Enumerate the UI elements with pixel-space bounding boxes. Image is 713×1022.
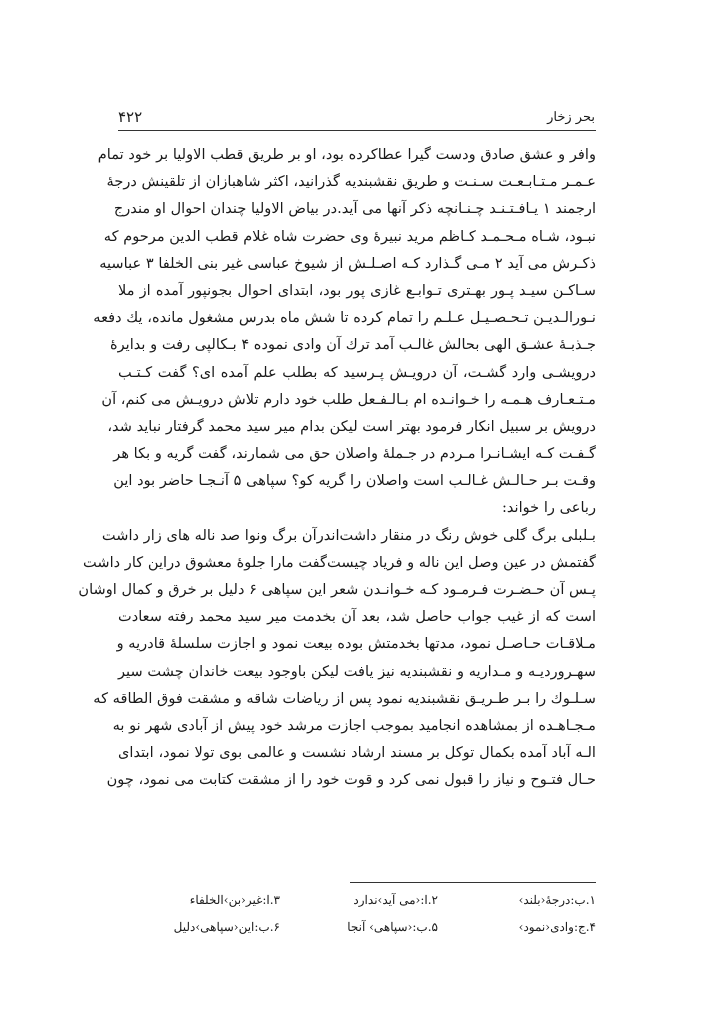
verse-hemistich: اندرآن برگ ونوا صد ناله های زار داشت (101, 526, 340, 544)
text-line: رباعی را خواند: (501, 499, 596, 517)
footnote: ۱.ب:درجهٔ‹بلند› (518, 893, 596, 907)
footnote-row (130, 893, 596, 907)
footnote: ۲.ا:‹می آید›ندارد (353, 893, 438, 907)
text-line: است که از غیب جواب حاصل شد، بعد آن بخدمت میر سید محمد رفته سعادت (118, 608, 596, 626)
text-line: گـفـت کـه ایشـانـرا مـردم در جـملهٔ واصلان حق می شمارند، گفت گریه و بکا هر (113, 445, 596, 463)
verse-line (101, 522, 596, 549)
main-text (78, 141, 596, 794)
footnote-row (130, 920, 596, 934)
text-line: حـال فتـوح و نیاز را قبول نمی کرد و قوت خود را از مشقت کتابت می نمود، چون (106, 771, 596, 789)
verse-hemistich: گفت مارا جلوهٔ معشوق دراین کار داشت (83, 553, 327, 571)
text-line: مـتـعـارف هـمـه را خـوانـده ام بـالـفـعل طلب خود دارم تلاش درویـش می کنم، آن (101, 390, 596, 408)
footnote: ۴.ج:وادی‹نمود› (518, 920, 596, 934)
text-line: مـلاقـات حـاصـل نمود، مدتها بخدمتش بوده بیعت نمود و اجازت سلسلهٔ قادریه و (116, 635, 596, 653)
text-line: سهـروردیـه و مـداریه و نقشبندیه نیز یافت لیکن باوجود بیعت خاندان چشت سیر (118, 662, 596, 680)
text-line: نبـود، شـاه مـحـمـد کـاظم مرید نبیرهٔ وی حضرت شاه غلام قطب الدین مرحوم که (103, 227, 596, 245)
page-number: ۴۲۲ (118, 108, 143, 126)
text-line: درویشـی وارد گشـت، آن درویـش پـرسید که بطلب علم آمده ای؟ گفت کـتـب (118, 363, 596, 381)
text-line: وقـت بـر حـالـش غـالـب است واصلان را گریه کو؟ سپاهی ۵ آنـجـا حاضر بود این (113, 472, 596, 490)
text-line: ارجمند ۱ یـافـتـنـد چـنـانچه ذکر آنها می آید.در بیاض الاولیا چندان احوال او مندرج (113, 200, 596, 218)
verse-hemistich: گفتمش در عین وصل این ناله و فریاد چیست (326, 553, 596, 571)
footnote-rule (350, 882, 596, 883)
text-line: سـاکـن سیـد پـور بهـتری تـوابـع غازی پور بود، ابتدای احوال بجونپور آمده از ملا (118, 281, 596, 299)
text-line: ذکـرش می آید ۲ مـی گـذارد کـه اصـلـش از شیوخ عباسی غیر بنی الخلفا ۳ عباسیه (99, 254, 596, 272)
header-rule (118, 130, 596, 131)
text-line: پـس آن حـضـرت فـرمـود کـه خـوانـدن شعر این سپاهی ۶ دلیل بر خرق و کمال اوشان (78, 581, 596, 598)
running-title: بحر زخار (547, 110, 595, 125)
footnote: ۶.ب:این‹سپاهی›دلیل (173, 920, 280, 934)
verse-line (83, 549, 596, 576)
verse-hemistich: بـلبلی برگ گلی خوش رنگ در منقار داشت (339, 526, 596, 544)
text-line: عـمـر مـتـابـعـت سـنـت و طریق نقشبندیه گذرانید، اکثر شاهبازان از تلقینش درجهٔ (106, 173, 596, 191)
footnote: ۵.ب:‹سپاهی› آنجا (347, 920, 438, 934)
text-line: مـجـاهـده از بمشاهده انجامید بموجب اجازت مرشد خود پیش از آبادی شهر نو به (112, 716, 596, 734)
text-line: درویش بر سبیل انکار فرمود بهتر است لیکن بدام میر سید محمد گرفتار نباید شد، (107, 417, 596, 435)
text-line: جـذبـهٔ عشـق الهی بحالش غالـب آمد ترك آن وادی نموده ۴ بـکالپی رفت و بدایرهٔ (109, 336, 596, 354)
text-line: سـلـوك را بـر طـریـق نقشبندیه نمود پس از ریاضات شاقه و مشقت فوق الطاقه که (93, 689, 596, 707)
footnote: ۳.ا:غیر‹بن›الخلفاء (189, 893, 280, 907)
text-line: نـورالـدیـن تـحـصـیـل عـلـم را تمام کرده تا شش ماه بدرس مشغول مانده، یك دفعه (93, 309, 596, 327)
text-line: وافر و عشق صادق ودست گیرا عطاکرده بود، او بر طریق قطب الاولیا بر خود تمام (97, 146, 596, 163)
text-line: الـه آباد آمده بکمال توکل بر مسند ارشاد نشست و عالمی بوی تولا نمود، ابتدای (118, 744, 596, 762)
